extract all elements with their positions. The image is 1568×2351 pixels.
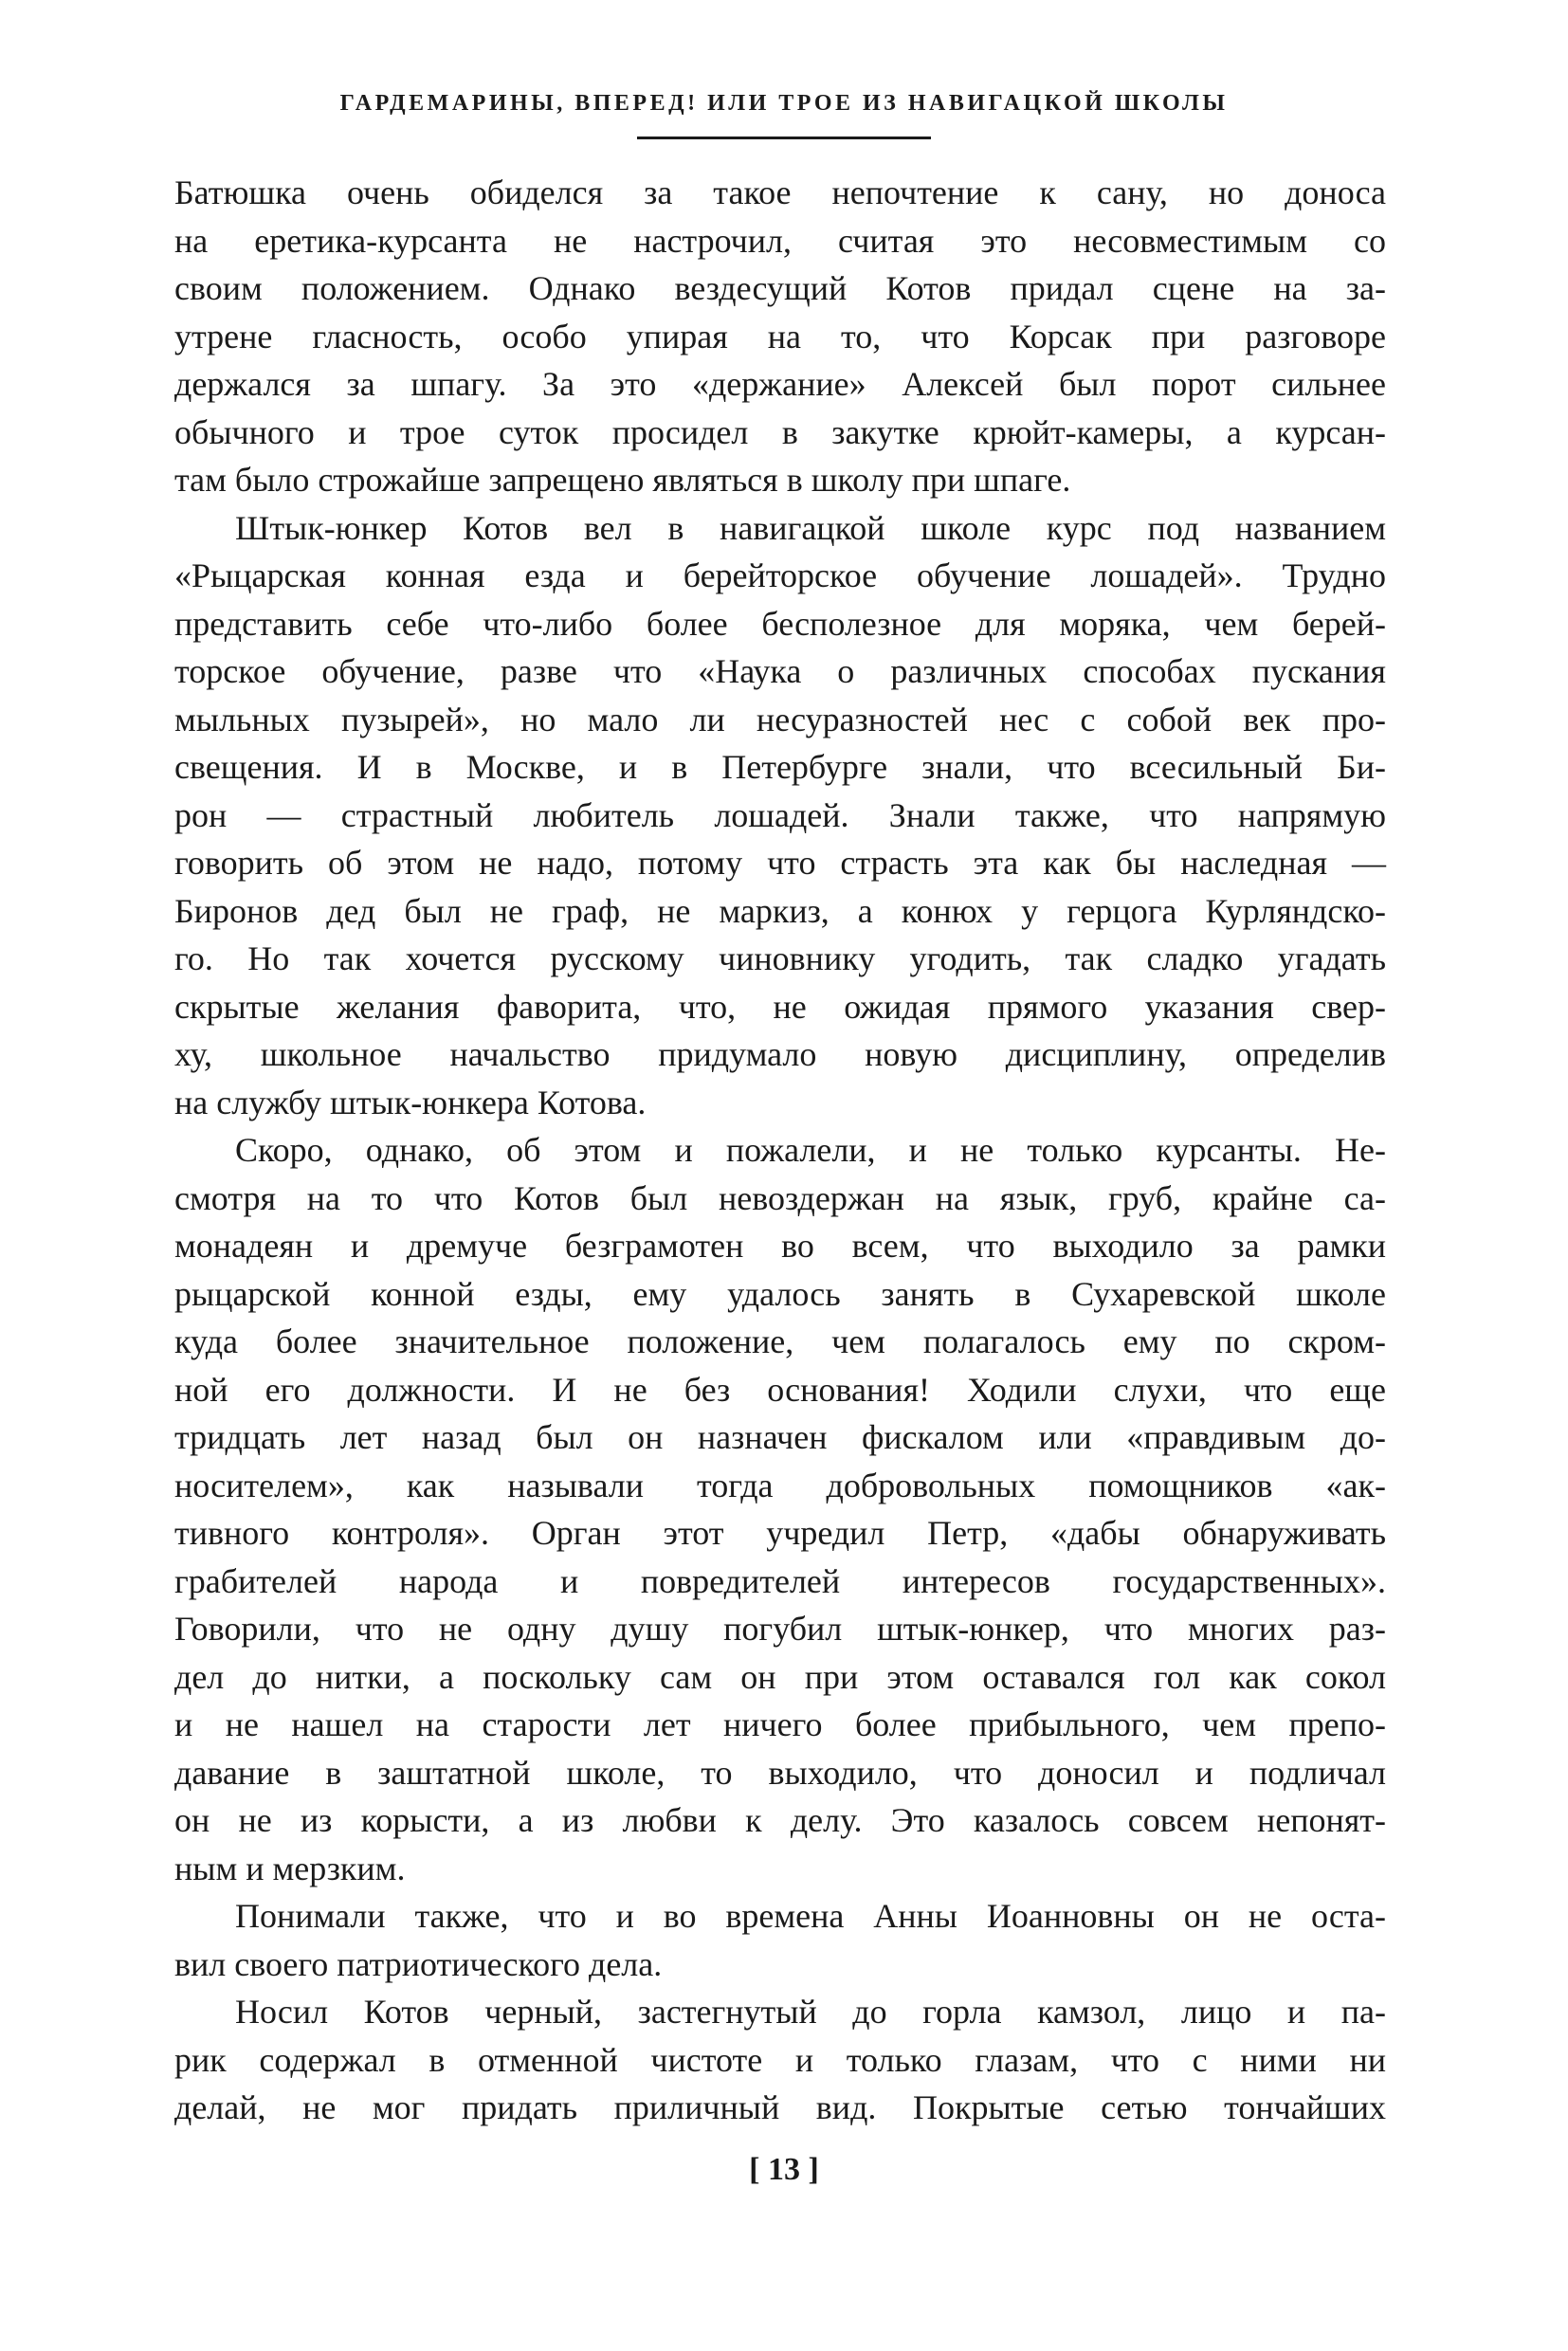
text-line: куда более значительное положение, чем полагалось ему по скром- xyxy=(174,1322,1386,1360)
text-line: грабителей народа и повредителей интересов государственных». xyxy=(174,1561,1386,1600)
text-line: давание в заштатной школе, то выходило, что доносил и подличал xyxy=(174,1753,1386,1792)
text-line: рон — страстный любитель лошадей. Знали также, что напрямую xyxy=(174,795,1386,834)
text-line: ной его должности. И не без основания! Ходили слухи, что еще xyxy=(174,1370,1386,1409)
paragraph-start: Штык-юнкер Котов вел в навигацкой школе курс под названием xyxy=(235,508,1386,547)
text-line: Батюшка очень обиделся за такое непочтение к сану, но доноса xyxy=(174,173,1386,211)
text-line: дел до нитки, а поскольку сам он при этом оставался гол как сокол xyxy=(174,1657,1386,1696)
text-line: на еретика-курсанта не настрочил, считая это несовместимым со xyxy=(174,221,1386,260)
text-line: монадеян и дремуче безграмотен во всем, что выходило за рамки xyxy=(174,1227,1386,1265)
text-line: рыцарской конной езды, ему удалось занять в Сухаревской школе xyxy=(174,1274,1386,1313)
text-line: делай, не мог придать приличный вид. Покрытые сетью тончайших xyxy=(174,2088,1386,2126)
page-number: [ 13 ] xyxy=(749,2152,819,2187)
text-line: своим положением. Однако вездесущий Котов придал сцене на за- xyxy=(174,269,1386,307)
text-line: ным и мерзким. xyxy=(174,1849,406,1887)
text-line: Говорили, что не одну душу погубил штык-юнкер, что многих раз- xyxy=(174,1610,1386,1648)
text-line: ху, школьное начальство придумало новую дисциплину, определив xyxy=(174,1035,1386,1073)
body-text xyxy=(174,169,1386,2132)
paragraph-start: Скоро, однако, об этом и пожалели, и не только курсанты. Не- xyxy=(235,1131,1386,1169)
paragraph-start: Носил Котов черный, застегнутый до горла камзол, лицо и па- xyxy=(235,1993,1386,2031)
running-head: ГАРДЕМАРИНЫ, ВПЕРЕД! ИЛИ ТРОЕ ИЗ НАВИГАЦКОЙ ШКОЛЫ xyxy=(339,91,1229,116)
text-line: смотря на то что Котов был невоздержан на язык, груб, крайне са- xyxy=(174,1178,1386,1217)
text-line: носителем», как называли тогда добровольных помощников «ак- xyxy=(174,1466,1386,1504)
text-line: рик содержал в отменной чистоте и только глазам, что с ними ни xyxy=(174,2040,1386,2079)
text-line: тридцать лет назад был он назначен фискалом или «правдивым до- xyxy=(174,1418,1386,1456)
text-line: говорить об этом не надо, потому что страсть эта как бы наследная — xyxy=(174,844,1386,882)
text-line: го. Но так хочется русскому чиновнику угодить, так сладко угадать xyxy=(174,939,1386,977)
text-line: свещения. И в Москве, и в Петербурге знали, что всесильный Би- xyxy=(174,748,1386,786)
text-line: представить себе что-либо более бесполезное для моряка, чем берей- xyxy=(174,604,1386,643)
text-line: на службу штык-юнкера Котова. xyxy=(174,1083,647,1121)
text-line: там было строжайше запрещено являться в школу при шпаге. xyxy=(174,461,1071,499)
text-line: обычного и трое суток просидел в закутке крюйт-камеры, а курсан- xyxy=(174,412,1386,451)
text-line: утрене гласность, особо упирая на то, что Корсак при разговоре xyxy=(174,317,1386,355)
header-rule xyxy=(637,137,931,139)
text-line: торское обучение, разве что «Наука о различных способах пускания xyxy=(174,652,1386,690)
text-line: и не нашел на старости лет ничего более прибыльного, чем препо- xyxy=(174,1705,1386,1743)
text-line: держался за шпагу. За это «держание» Алексей был порот сильнее xyxy=(174,365,1386,403)
text-line: скрытые желания фаворита, что, не ожидая прямого указания свер- xyxy=(174,987,1386,1026)
text-line: мыльных пузырей», но мало ли несуразностей нес с собой век про- xyxy=(174,700,1386,738)
text-line: он не из корысти, а из любви к делу. Это казалось совсем непонят- xyxy=(174,1801,1386,1839)
text-line: «Рыцарская конная езда и берейторское обучение лошадей». Трудно xyxy=(174,556,1386,594)
text-line: вил своего патриотического дела. xyxy=(174,1944,663,1983)
text-line: тивного контроля». Орган этот учредил Петр, «дабы обнаруживать xyxy=(174,1514,1386,1552)
paragraph-start: Понимали также, что и во времена Анны Иоанновны он не оста- xyxy=(235,1897,1386,1935)
text-line: Биронов дед был не граф, не маркиз, а конюх у герцога Курляндско- xyxy=(174,891,1386,930)
